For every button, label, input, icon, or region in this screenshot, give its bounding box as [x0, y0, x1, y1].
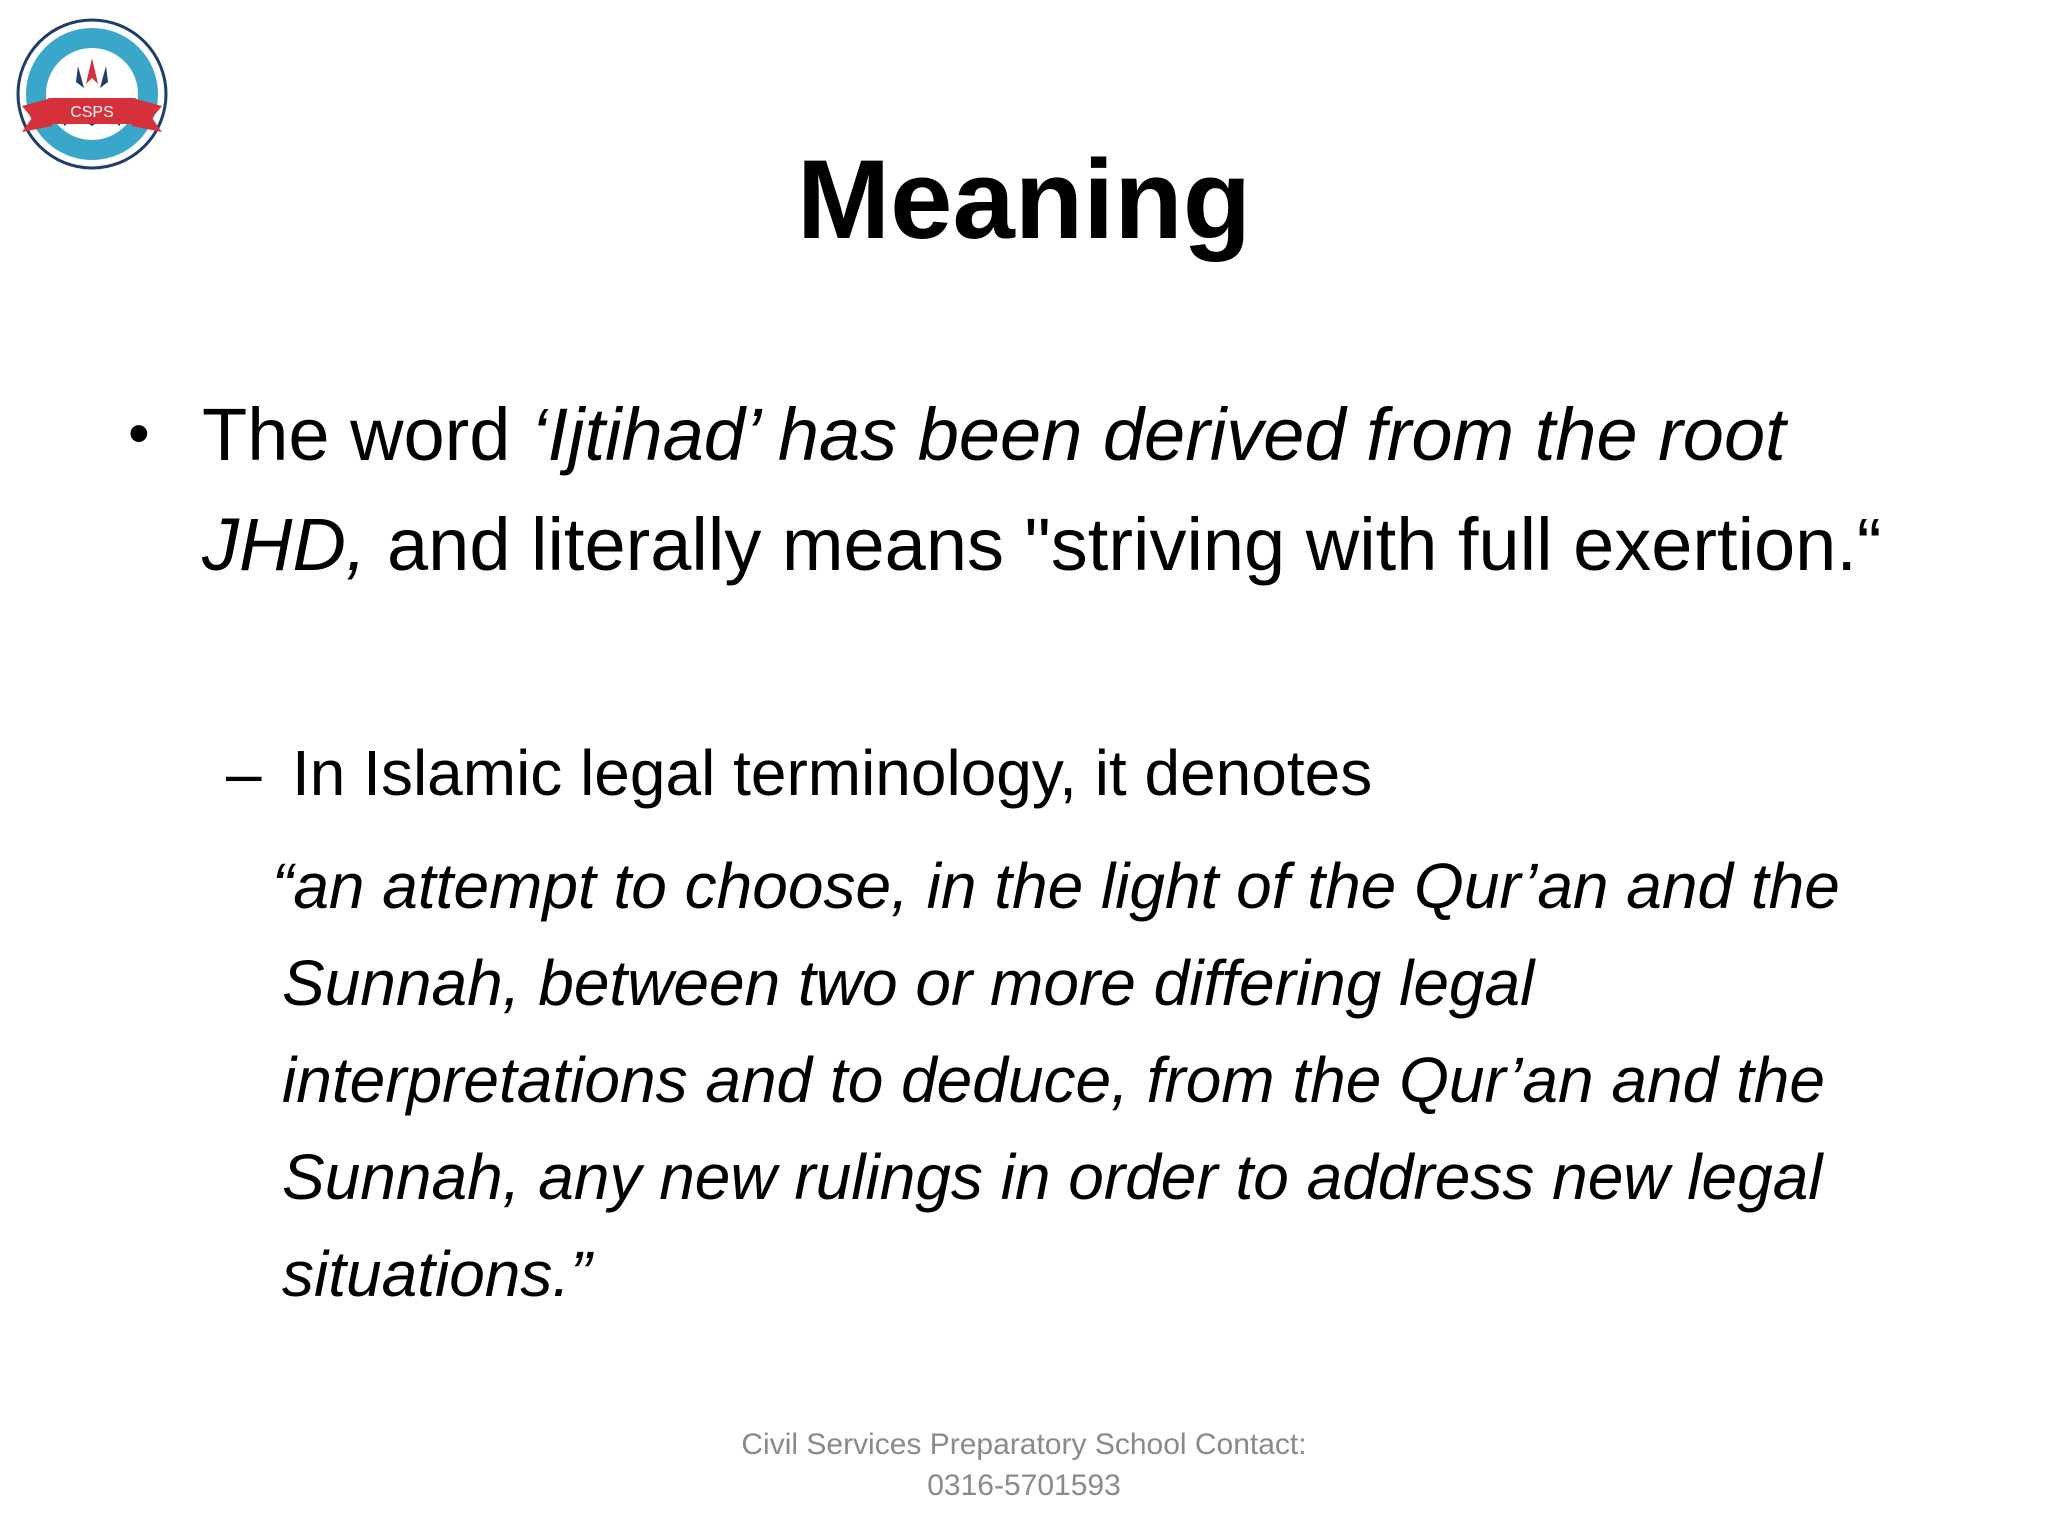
definition-quote: “an attempt to choose, in the light of the Qur’an and the Sunnah, between two or more differing legal interpretations and to deduce, from the Qur’an and the Sunnah, any new rulings in order to address new legal situations.” [272, 850, 1840, 1310]
bullet-text-plain-1: The word [202, 393, 532, 476]
footer [0, 1424, 2048, 1506]
dash-icon: – [226, 737, 262, 809]
footer-line-2: 0316-5701593 [927, 1469, 1121, 1502]
bullet-icon: • [128, 399, 150, 468]
bullet-text [202, 380, 1942, 600]
footer-line-1: Civil Services Preparatory School Contact: [741, 1428, 1307, 1461]
bullet-text-plain-2: and literally means "striving with full exertion.“ [366, 503, 1882, 586]
logo-center-text: CSPS [70, 104, 114, 121]
sub-bullet [226, 726, 1946, 820]
main-bullet [128, 380, 1948, 600]
slide-title: Meaning [796, 137, 1252, 262]
sub-bullet-text: In Islamic legal terminology, it denotes [292, 737, 1373, 809]
bullet-text-italic: ‘Ijtihad’ has been derived from the root JHD, [202, 393, 1786, 586]
